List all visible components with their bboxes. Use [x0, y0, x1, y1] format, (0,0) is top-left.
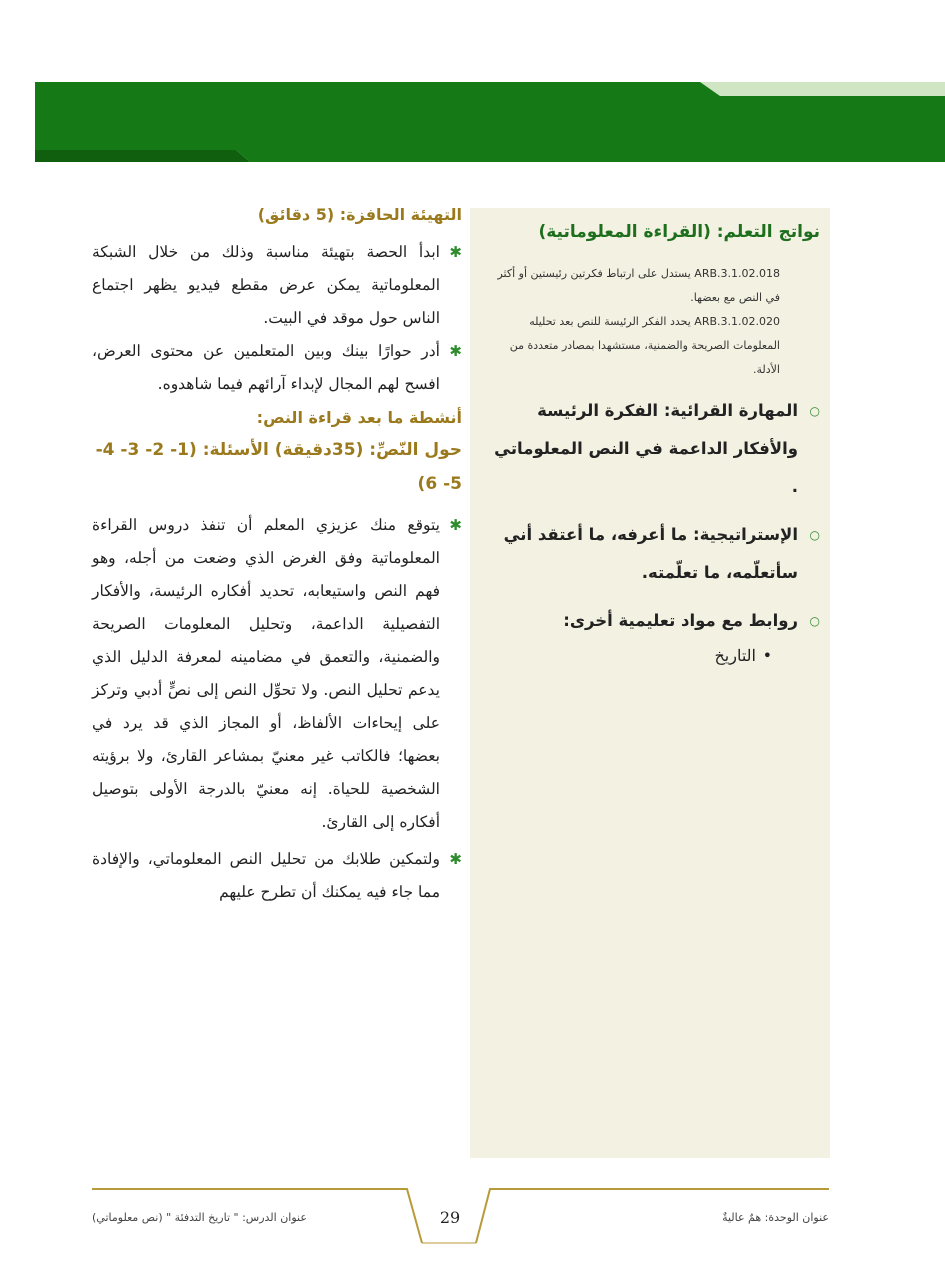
- warmup-item: ✱ ابدأ الحصة بتهيئة مناسبة وذلك من خلال الشبكة المعلوماتية يمكن عرض مقطع فيديو يظهر اجتماع الناس حول موقد في البيت.: [92, 236, 462, 335]
- asterisk-bullet-icon: ✱: [449, 516, 462, 534]
- warmup-heading: التهيئة الحافزة: (5 دقائق): [257, 205, 462, 224]
- unit-title: عنوان الوحدة: همٌ عاليةٌ: [722, 1211, 829, 1224]
- standard-item: ARB.3.1.02.018 يستدل على ارتباط فكرتين رئيستين أو أكثر في النص مع بعضها.: [497, 267, 780, 304]
- body-item: ✱ ولتمكين طلابك من تحليل النص المعلوماتي، والإفادة مما جاء فيه يمكنك أن تطرح عليهم: [92, 843, 462, 909]
- asterisk-bullet-icon: ✱: [449, 342, 462, 360]
- skill-item: ○ المهارة القرائية: الفكرة الرئيسة والأفكار الداعمة في النص المعلوماتي .: [485, 392, 820, 506]
- header-banner: [0, 0, 945, 170]
- around-text-heading: حول النّصِّ: (35دقيقة) الأسئلة: (1- 2- 3- 4- 5- 6): [95, 440, 462, 494]
- asterisk-bullet-icon: ✱: [449, 243, 462, 261]
- warmup-item: ✱ أدر حوارًا بينك وبين المتعلمين عن محتوى العرض، افسح لهم المجال لإبداء آرائهم فيما شاهدوه.: [92, 335, 462, 401]
- ring-bullet-icon: ○: [809, 404, 820, 418]
- ring-bullet-icon: ○: [809, 614, 820, 628]
- standard-item: ARB.3.1.02.020 يحدد الفكر الرئيسة للنص بعد تحليله المعلومات الصريحة والضمنية، مستشهدا بمصادر متعددة من الأدلة.: [509, 315, 780, 376]
- dot-bullet-icon: •: [762, 646, 772, 665]
- page-number: 29: [439, 1208, 461, 1227]
- outcomes-heading: نواتج التعلم: (القراءة المعلوماتية): [538, 222, 820, 242]
- lesson-title: عنوان الدرس: " تاريخ التدفئة " (نص معلوماتي): [92, 1211, 307, 1224]
- main-column: [92, 200, 462, 909]
- banner-light-stripe: [680, 82, 945, 96]
- subject-item: • التاريخ: [485, 640, 820, 672]
- asterisk-bullet-icon: ✱: [449, 850, 462, 868]
- links-item: ○ روابط مع مواد تعليمية أخرى:: [485, 602, 820, 640]
- body-item: ✱ يتوقع منك عزيزي المعلم أن تنفذ دروس القراءة المعلوماتية وفق الغرض الذي وضعت من أجله، وهو فهم النص واستيعابه، تحديد أفكاره الرئيسة، والأفكار التفصيلية الداعمة، وتحليل المعلومات الصريحة والضمنية، والتعمق في مضامينه لمعرفة الدليل الذي يدعم تحليل النص. ولا تحوِّل النص إلى نصٍّ أدبي وتركز على إيحاءات الألفاظ، أو المجاز الذي قد يرد في بعضها؛ فالكاتب غير معنيّ بمشاعر القارئ، ولا برؤيته الشخصية للحياة. إنه معنيّ بالدرجة الأولى بتوصيل أفكاره إلى القارئ.: [92, 509, 462, 839]
- strategy-item: ○ الإستراتيجية: ما أعرفه، ما أعتقد أني سأتعلّمه، ما تعلّمته.: [485, 516, 820, 592]
- banner-accent: [35, 150, 250, 162]
- post-reading-heading: أنشطة ما بعد قراءة النص:: [256, 408, 462, 427]
- ring-bullet-icon: ○: [809, 528, 820, 542]
- side-column: [485, 222, 820, 672]
